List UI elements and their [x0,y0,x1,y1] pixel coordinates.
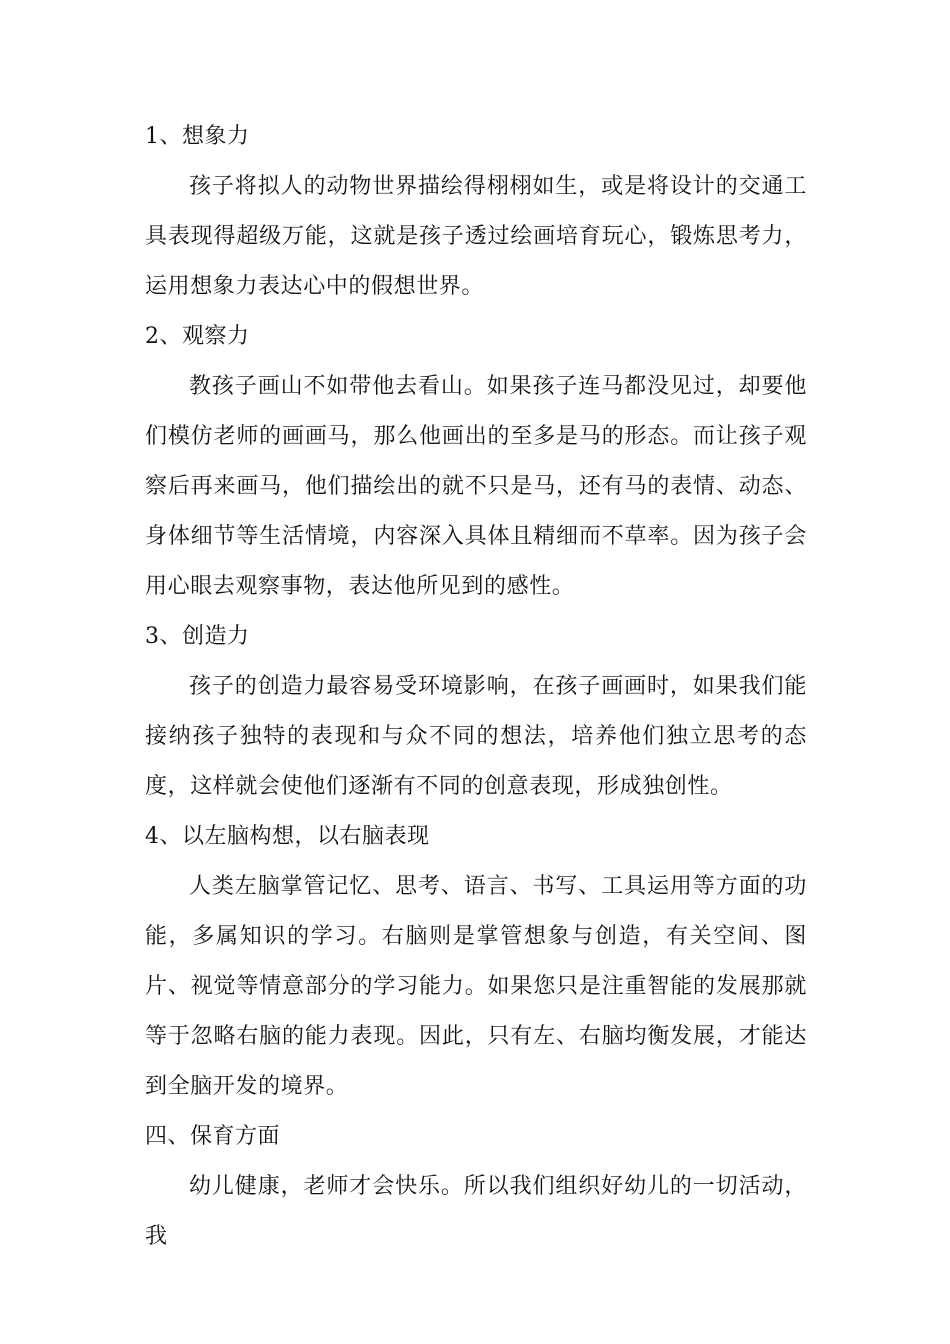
document-body [145,112,807,1262]
section-heading-imagination: 1、想象力 [145,124,250,149]
section-heading-observation: 2、观察力 [145,324,250,349]
section-heading-left-right-brain: 4、以左脑构想，以右脑表现 [145,824,430,849]
section-paragraph-childcare: 幼儿健康，老师才会快乐。所以我们组织好幼儿的一切活动，我 [145,1174,807,1249]
section-paragraph-observation: 教孩子画山不如带他去看山。如果孩子连马都没见过，却要他们模仿老师的画画马，那么他画出的至多是马的形态。而让孩子观察后再来画马，他们描绘出的就不只是马，还有马的表情、动态、身体细节等生活情境，内容深入具体且精细而不草率。因为孩子会用心眼去观察事物，表达他所见到的感性。 [145,374,807,599]
section-paragraph-creativity: 孩子的创造力最容易受环境影响，在孩子画画时，如果我们能接纳孩子独特的表现和与众不同的想法，培养他们独立思考的态度，这样就会使他们逐渐有不同的创意表现，形成独创性。 [145,674,807,799]
section-paragraph-left-right-brain: 人类左脑掌管记忆、思考、语言、书写、工具运用等方面的功能，多属知识的学习。右脑则是掌管想象与创造，有关空间、图片、视觉等情意部分的学习能力。如果您只是注重智能的发展那就等于忽略右脑的能力表现。因此，只有左、右脑均衡发展，才能达到全脑开发的境界。 [145,874,807,1099]
section-paragraph-imagination: 孩子将拟人的动物世界描绘得栩栩如生，或是将设计的交通工具表现得超级万能，这就是孩子透过绘画培育玩心，锻炼思考力，运用想象力表达心中的假想世界。 [145,174,807,299]
section-heading-childcare: 四、保育方面 [145,1124,281,1149]
section-heading-creativity: 3、创造力 [145,624,250,649]
